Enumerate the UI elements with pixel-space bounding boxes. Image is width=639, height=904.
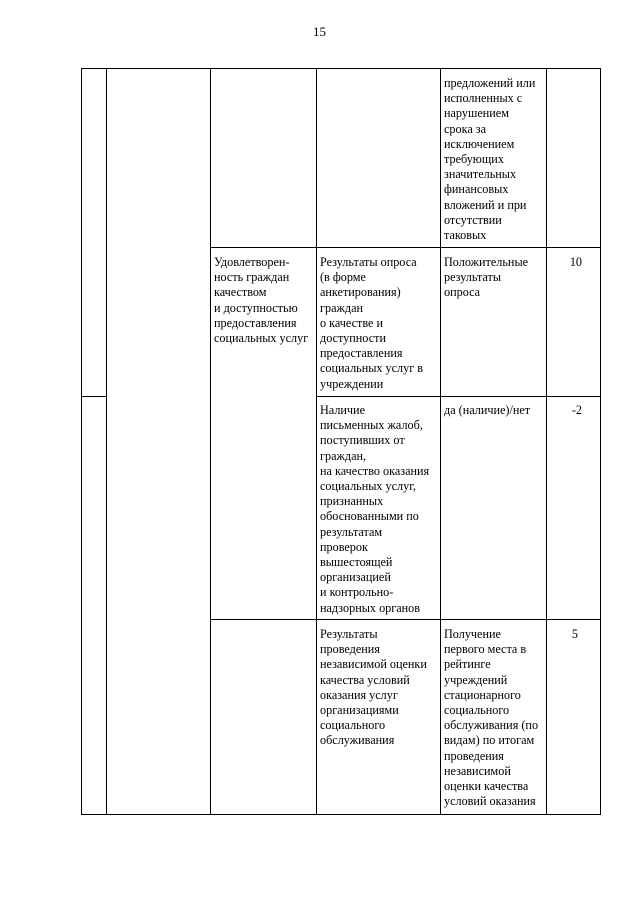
row-divider-1 bbox=[210, 247, 601, 248]
row-divider-2 bbox=[316, 396, 601, 397]
indicator-cell-satisfaction: Удовлетворен- ность граждан качеством и доступностью предоставления социальных услуг bbox=[214, 255, 309, 346]
measure-cell-independent-assessment: Результаты проведения независимой оценки качества условий оказания услуг организациями социального обслуживания bbox=[320, 627, 427, 748]
column-divider-3 bbox=[316, 68, 317, 814]
column-divider-1 bbox=[106, 68, 107, 814]
measure-cell-survey: Результаты опроса (в форме анкетирования) граждан о качестве и доступности предоставления социальных услуг в учреждении bbox=[320, 255, 424, 391]
points-cell-5: 5 bbox=[571, 627, 578, 641]
criterion-cell-yes-no: да (наличие)/нет bbox=[444, 403, 531, 417]
criterion-cell-continued: предложений или исполненных с нарушением срока за исключением требующих значительных финансовых вложений и при отсутствии таковых bbox=[444, 76, 536, 243]
column-divider-4 bbox=[440, 68, 441, 814]
page-number: 15 bbox=[313, 24, 326, 39]
row-divider-3 bbox=[210, 619, 601, 620]
column-divider-5 bbox=[546, 68, 547, 814]
row-divider-first-column bbox=[81, 396, 107, 397]
table-border-left bbox=[81, 68, 82, 814]
criterion-cell-rating-first-place: Получение первого места в рейтинге учреждений стационарного социального обслуживания (по видам) по итогам проведения независимой оценки качества условий оказания bbox=[444, 627, 539, 809]
table-border-right bbox=[600, 68, 601, 814]
table-border-top bbox=[81, 68, 601, 69]
points-cell-10: 10 bbox=[569, 255, 582, 269]
table-border-bottom bbox=[81, 814, 601, 815]
column-divider-2 bbox=[210, 68, 211, 814]
points-cell-minus-2: -2 bbox=[571, 403, 582, 417]
measure-cell-complaints: Наличие письменных жалоб, поступивших от граждан, на качество оказания социальных услуг, признанных обоснованными по результатам проверок вышестоящей организацией и контрольно- надзорных органов bbox=[320, 403, 430, 615]
criterion-cell-positive-results: Положительные результаты опроса bbox=[444, 255, 529, 300]
